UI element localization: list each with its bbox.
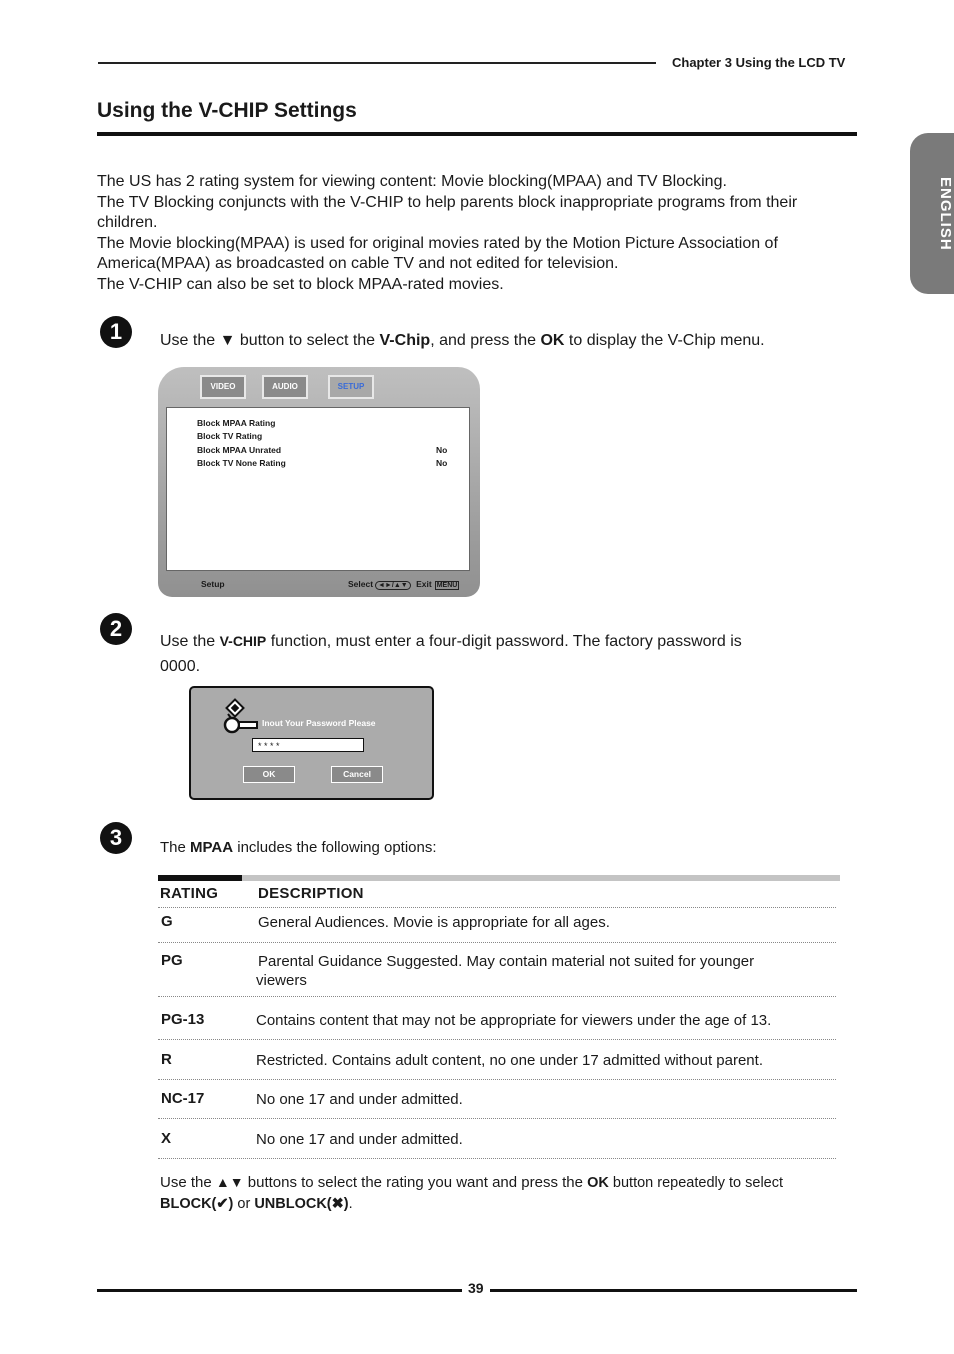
setup-menu-screenshot (158, 367, 480, 597)
tab-audio[interactable]: AUDIO (262, 375, 308, 399)
tab-setup[interactable]: SETUP (328, 375, 374, 399)
step-text-bold: V-Chip (379, 332, 431, 349)
rating-description: No one 17 and under admitted. (256, 1091, 463, 1108)
note-bold: BLOCK(✔) (160, 1195, 234, 1212)
page-number: 39 (468, 1280, 484, 1296)
select-hint: Select (348, 579, 374, 589)
menu-item-block-mpaa-rating[interactable]: Block MPAA Rating (197, 418, 276, 428)
note-bold: UNBLOCK(✖) (254, 1195, 349, 1212)
language-tab-label: ENGLISH (937, 177, 954, 251)
step-text-part: Use the ▼ button to select the (160, 332, 380, 349)
rating-description: No one 17 and under admitted. (256, 1131, 463, 1148)
rating-code: R (161, 1051, 172, 1068)
step-number-3: 3 (100, 822, 132, 854)
step-text-part: function, must enter a four-digit password. The factory password is (266, 633, 742, 650)
menu-item-block-mpaa-unrated[interactable]: Block MPAA Unrated (197, 445, 282, 455)
exit-hint: Exit (416, 579, 432, 589)
step-text-part: includes the following options: (233, 839, 437, 856)
language-tab (910, 133, 954, 294)
up-down-arrows-icon: ▲▼ (215, 1174, 244, 1190)
step-text-part: to display the V-Chip menu. (564, 332, 765, 349)
step-text-part: , and press the (430, 332, 541, 349)
intro-line: The US has 2 rating system for viewing content: Movie blocking(MPAA) and TV Blocking. (97, 173, 727, 190)
step-text-bold: OK (540, 332, 565, 349)
password-input[interactable]: * * * * (252, 738, 364, 752)
step-text-part: The (160, 839, 191, 856)
menu-footer-hints (348, 579, 459, 589)
rating-code: X (161, 1130, 172, 1147)
rating-code: PG-13 (161, 1011, 205, 1028)
intro-line: The Movie blocking(MPAA) is used for original movies rated by the Motion Picture Association of America(MPAA) as broadcasted on cable TV and not edited for television. (97, 234, 778, 272)
rating-description: Parental Guidance Suggested. May contain material not suited for younger viewers (256, 953, 755, 989)
menu-value: No (436, 445, 448, 455)
menu-value: No (436, 458, 448, 468)
table-top-bar (158, 875, 242, 881)
chapter-title: Chapter 3 Using the LCD TV (672, 55, 846, 70)
rating-code: G (161, 913, 173, 930)
table-top-bar (242, 875, 840, 881)
menu-item-block-tv-rating[interactable]: Block TV Rating (197, 431, 263, 441)
arrow-keys-icon: ◄►/▲▼ (375, 581, 411, 590)
password-prompt: Inout Your Password Please (262, 718, 376, 728)
intro-line: The V-CHIP can also be set to block MPAA-rated movies. (97, 275, 504, 293)
note-bold: OK (587, 1175, 609, 1191)
rating-description: Contains content that may not be appropriate for viewers under the age of 13. (256, 1012, 772, 1029)
rating-code: NC-17 (161, 1090, 205, 1107)
note-part: button repeatedly to select (608, 1175, 784, 1191)
footer-rule (490, 1289, 857, 1292)
cancel-button[interactable]: Cancel (331, 766, 383, 783)
step-1-text (160, 332, 765, 350)
note-part: Use the (160, 1174, 216, 1191)
step-text-bold: MPAA (190, 839, 234, 856)
table-header-description: DESCRIPTION (258, 885, 364, 902)
menu-item-block-tv-none-rating[interactable]: Block TV None Rating (197, 458, 286, 468)
step-text-part: 0000. (160, 658, 201, 675)
note-part: . (348, 1195, 353, 1212)
menu-footer-label: Setup (201, 579, 225, 589)
menu-key-icon: MENU (436, 582, 458, 589)
row-divider (158, 996, 836, 997)
row-divider (158, 1039, 836, 1040)
row-divider (158, 942, 836, 943)
step-text-part: Use the (160, 633, 220, 650)
step-3-text (160, 839, 437, 856)
key-icon (221, 698, 259, 734)
header-rule (98, 62, 656, 64)
intro-text (97, 172, 857, 295)
rating-description: Restricted. Contains adult content, no one under 17 admitted without parent. (256, 1052, 763, 1069)
ok-button[interactable]: OK (243, 766, 295, 783)
row-divider (158, 1118, 836, 1119)
rating-description: General Audiences. Movie is appropriate for all ages. (258, 914, 610, 931)
menu-panel (166, 407, 470, 571)
page-title: Using the V-CHIP Settings (97, 99, 357, 122)
intro-line: The TV Blocking conjuncts with the V-CHIP to help parents block inappropriate programs from their children. (97, 193, 798, 231)
step-number-2: 2 (100, 613, 132, 645)
step-text-bold: V-CHIP (219, 633, 267, 649)
note-part: or (233, 1195, 255, 1212)
footer-rule (97, 1289, 462, 1292)
rating-code: PG (161, 952, 183, 969)
step-number-1: 1 (100, 316, 132, 348)
row-divider (158, 1158, 836, 1159)
row-divider (158, 1079, 836, 1080)
tab-video[interactable]: VIDEO (200, 375, 246, 399)
note-part: buttons to select the rating you want and press the (243, 1174, 588, 1191)
title-rule (97, 132, 857, 136)
step-2-text (160, 629, 820, 679)
table-header-rating: RATING (160, 885, 219, 902)
usage-note (160, 1172, 850, 1214)
password-dialog (189, 686, 434, 800)
row-divider (158, 907, 836, 908)
